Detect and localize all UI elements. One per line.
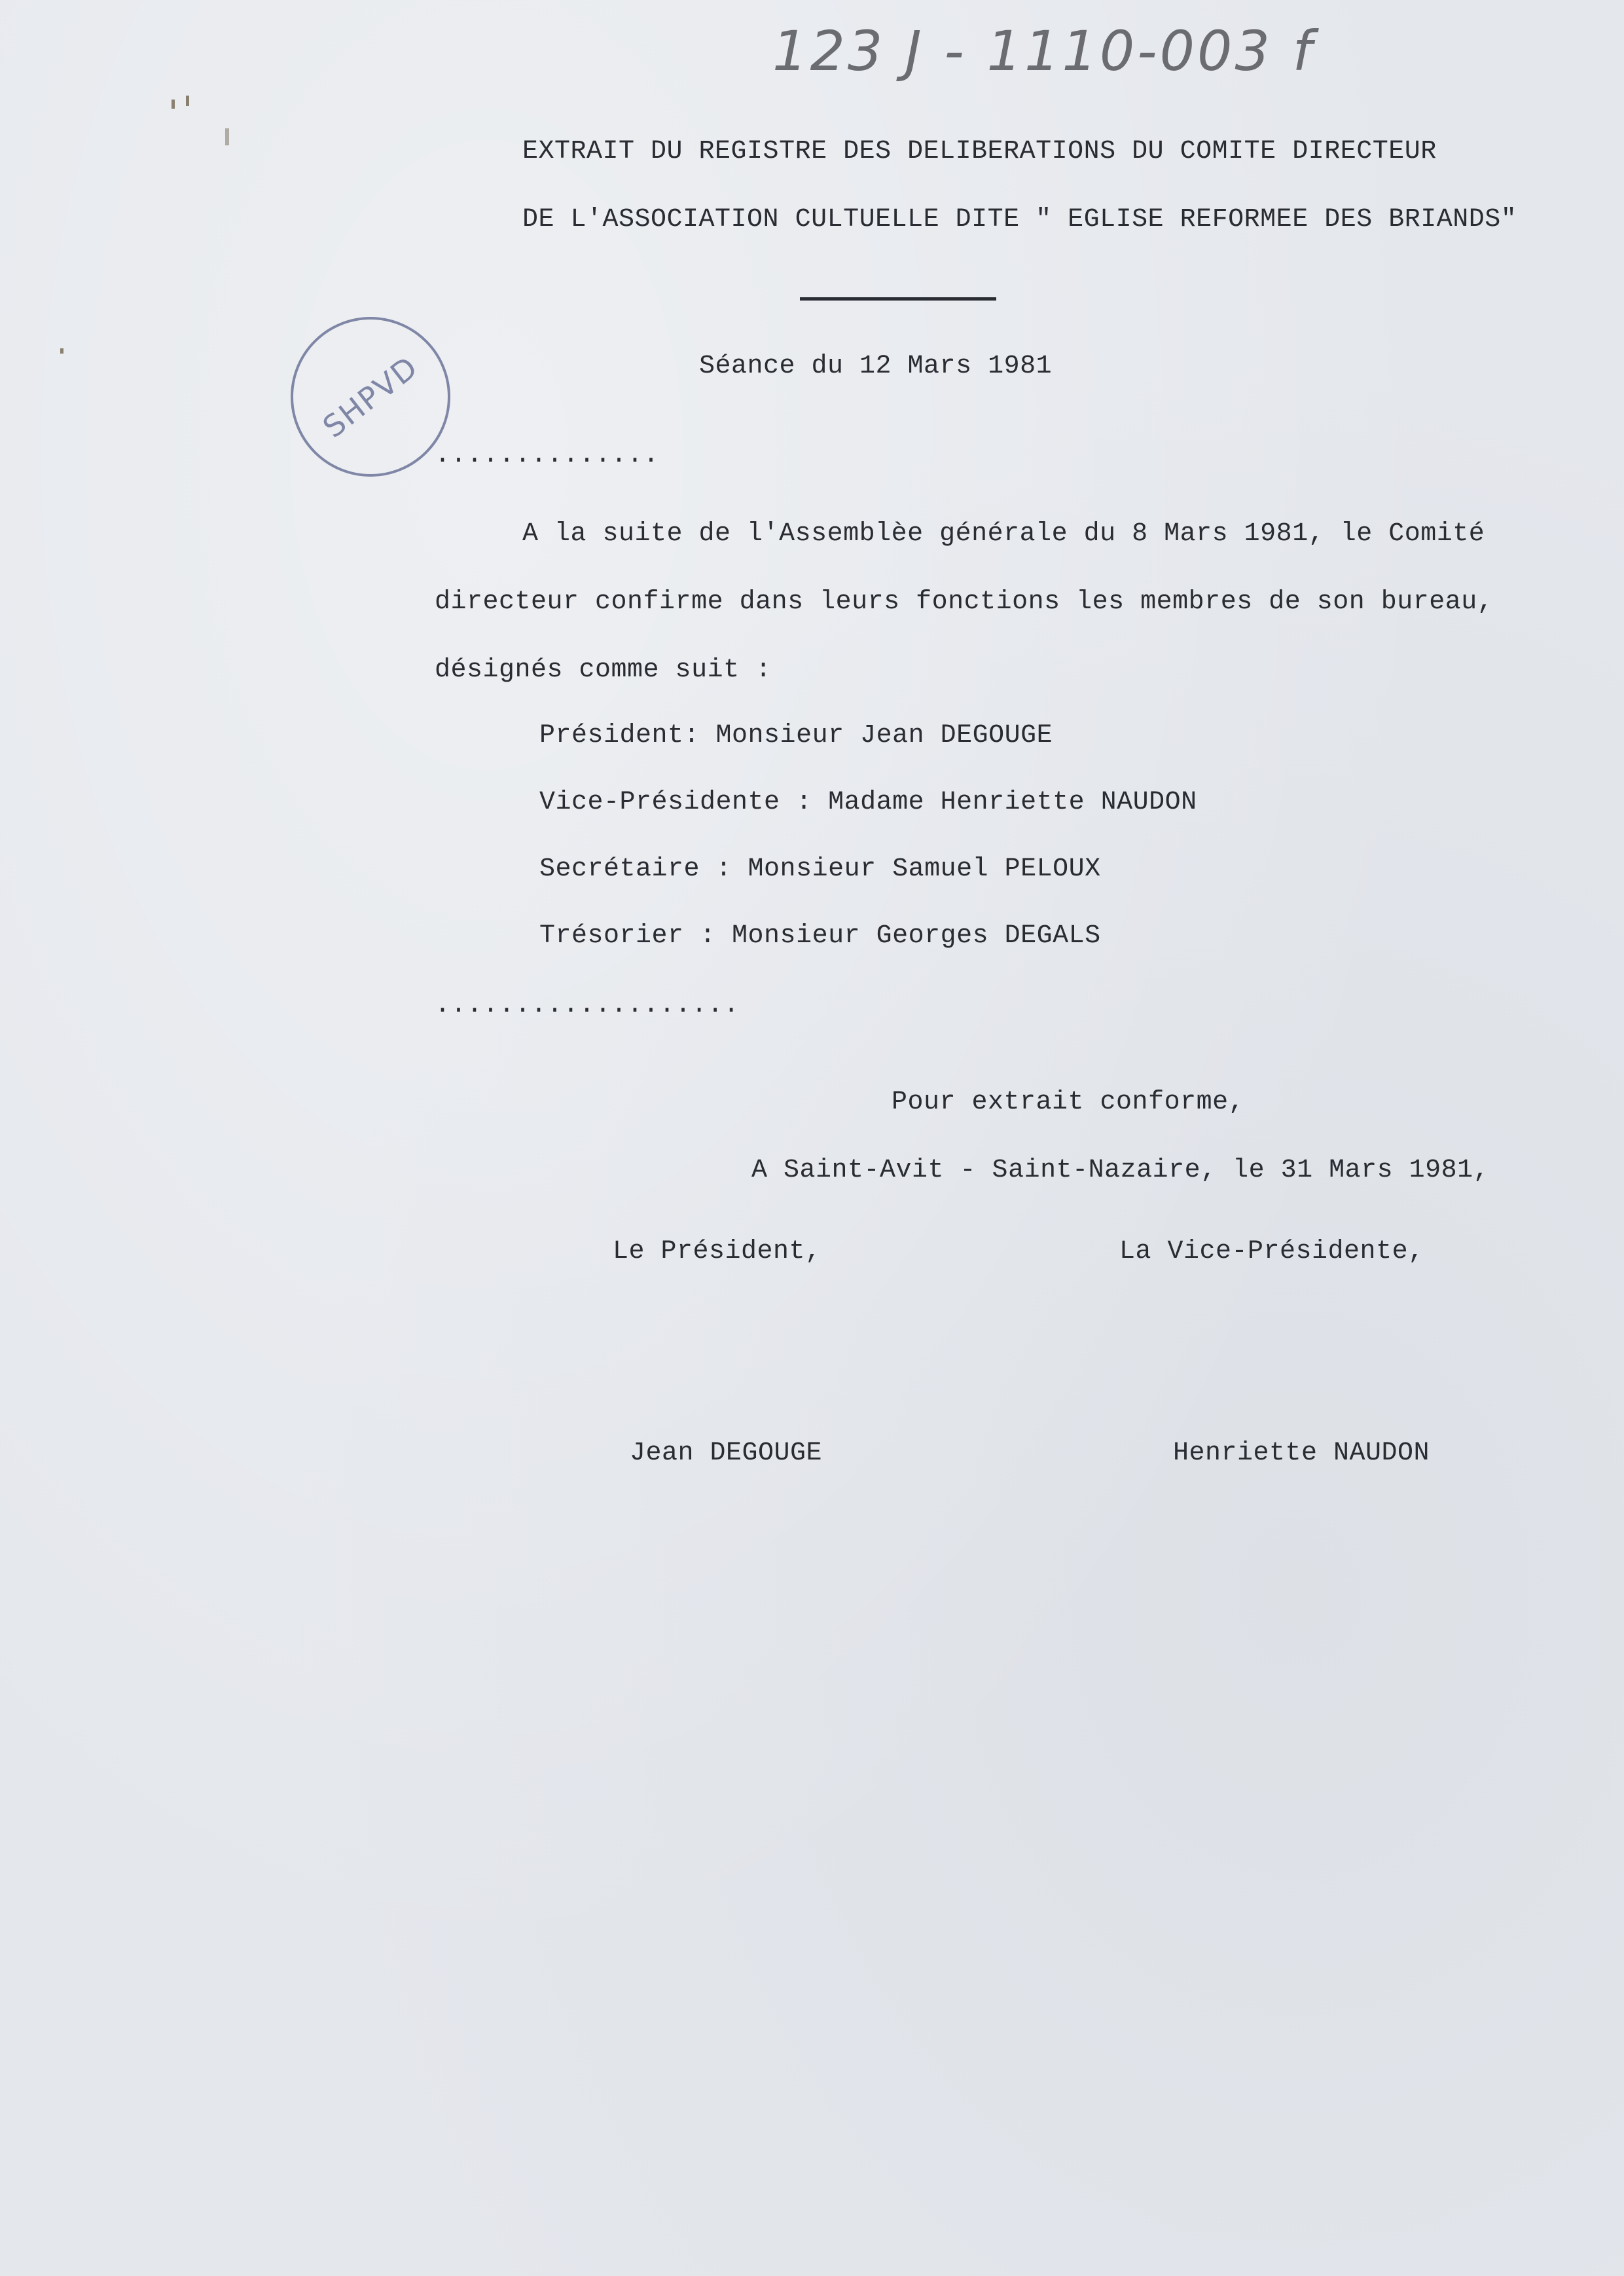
member-secretary: Secrétaire : Monsieur Samuel PELOUX: [539, 854, 1101, 884]
closing-formula: Pour extrait conforme,: [892, 1088, 1245, 1117]
body-line-1: A la suite de l'Assemblèe générale du 8 Mars 1981, le Comité: [522, 519, 1485, 549]
ink-speck: [186, 96, 189, 106]
handwritten-reference: 123 J - 1110-003 f: [772, 19, 1315, 83]
ellipsis-bottom: ...................: [435, 991, 740, 1020]
stamp-label: SHPVD: [316, 348, 425, 445]
body-line-3: désignés comme suit :: [435, 655, 772, 685]
ink-speck: [171, 100, 175, 109]
session-date: Séance du 12 Mars 1981: [699, 352, 1053, 381]
place-and-date: A Saint-Avit - Saint-Nazaire, le 31 Mars 1981,: [751, 1156, 1490, 1185]
member-vice-president: Vice-Présidente : Madame Henriette NAUDON: [539, 788, 1197, 817]
ink-speck: [60, 348, 63, 354]
member-president: Président: Monsieur Jean DEGOUGE: [539, 721, 1053, 750]
heading-line-2: DE L'ASSOCIATION CULTUELLE DITE " EGLISE REFORMEE DES BRIANDS": [522, 205, 1517, 234]
member-treasurer: Trésorier : Monsieur Georges DEGALS: [539, 921, 1101, 951]
ink-speck: [225, 128, 229, 145]
body-line-2: directeur confirme dans leurs fonctions les membres de son bureau,: [435, 587, 1494, 617]
signatory-left-title: Le Président,: [613, 1237, 821, 1266]
heading-line-1: EXTRAIT DU REGISTRE DES DELIBERATIONS DU COMITE DIRECTEUR: [522, 137, 1437, 166]
signatory-left-name: Jean DEGOUGE: [630, 1439, 823, 1468]
archive-stamp: [291, 317, 450, 477]
signatory-right-title: La Vice-Présidente,: [1119, 1237, 1424, 1266]
ellipsis-top: ..............: [435, 441, 660, 470]
heading-divider: [800, 297, 996, 301]
signatory-right-name: Henriette NAUDON: [1173, 1439, 1430, 1468]
